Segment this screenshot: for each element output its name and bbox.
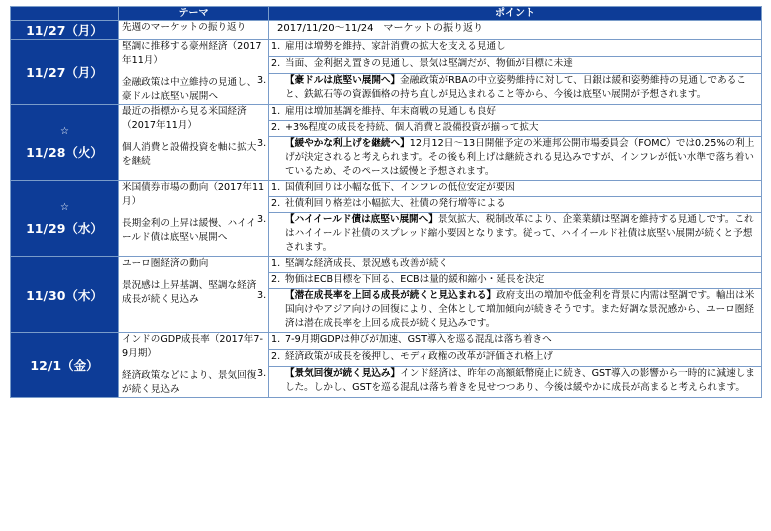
point-item: 2. +3%程度の成長を持続、個人消費と設備投資が揃って拡大	[269, 121, 762, 137]
point-item: 3. 【緩やかな利上げを継続へ】12月12日～13日開催予定の米連邦公開市場委員会（FOMC）では0.25%の利上げが決定されると考えられます。その後も利上げは継続される見込みですが、インフレが低い水準で落ち着いているため、そのペースは緩慢と予想されます。	[269, 137, 762, 181]
point-item: 2. 経済政策が成長を後押し、モディ政権の改革が評価され格上げ	[269, 349, 762, 366]
star-icon: ☆	[60, 201, 69, 213]
date-label: 11/27（月）	[26, 23, 103, 38]
date-label: 11/27（月）	[26, 65, 103, 80]
point-item: 3. 【潜在成長率を上回る成長が続くと見込まれる】政府支出の増加や低金利を背景に内需は堅調です。輸出は米国向けやアジア向けの回復により、全体として増加傾向が続きそうです。また好調な景況感から、ユーロ圏経済は潜在成長率を上回る成長が続く見込みです。	[269, 289, 762, 333]
theme-title: 最近の指標から見る米国経済（2017年11月）	[122, 106, 247, 131]
theme-title: インドのGDP成長率（2017年7-9月期）	[122, 334, 263, 359]
date-cell	[11, 333, 119, 398]
theme-title: 堅調に推移する豪州経済（2017年11月）	[122, 41, 262, 66]
header-date	[11, 7, 119, 21]
table-row	[11, 181, 762, 197]
theme-outlook: 長期金利の上昇は緩慢、ハイイールド債は底堅い展開へ	[122, 218, 256, 243]
theme-cell	[119, 333, 269, 398]
point-item: 1. 雇用は増勢を維持、家計消費の拡大を支える見通し	[269, 40, 762, 57]
table-row	[11, 40, 762, 57]
theme-outlook: 金融政策は中立維持の見通し、豪ドルは底堅い展開へ	[122, 77, 257, 102]
date-label: 11/30（木）	[26, 287, 103, 303]
point-item: 1. 7-9月期GDPは伸びが加速、GST導入を巡る混乱は落ち着きへ	[269, 333, 762, 350]
date-label: 11/28（火）	[26, 144, 103, 160]
date-label: 12/1（金）	[30, 358, 99, 373]
point-item: 1. 雇用は増加基調を維持、年末商戦の見通しも良好	[269, 105, 762, 121]
header-theme: テーマ	[119, 7, 269, 21]
date-cell	[11, 181, 119, 257]
table-row	[11, 333, 762, 350]
theme-title: 米国債券市場の動向（2017年11月）	[122, 182, 265, 207]
point-item: 3. 【豪ドルは底堅い展開へ】金融政策がRBAの中立姿勢維持に対して、日銀は緩和姿勢維持の見通しであること、鉄鉱石等の資源価格の持ち直しが見込まれること等から、今後は底堅い展開が予想されます。	[269, 73, 762, 104]
date-cell	[11, 21, 119, 40]
theme-outlook: 個人消費と設備投資を軸に拡大を継続	[122, 142, 257, 167]
theme-cell	[119, 181, 269, 257]
date-cell	[11, 40, 119, 105]
date-label: 11/29（水）	[26, 220, 103, 236]
schedule-table	[10, 6, 762, 398]
theme-cell	[119, 40, 269, 105]
theme-cell	[119, 105, 269, 181]
point-text: 2017/11/20～11/24 マーケットの振り返り	[277, 23, 483, 34]
theme-cell	[119, 257, 269, 333]
table-header-row	[11, 7, 762, 21]
date-cell	[11, 105, 119, 181]
point-item: 1. 堅調な経済成長、景況感も改善が続く	[269, 257, 762, 273]
date-cell	[11, 257, 119, 333]
point-item: 3. 【景気回復が続く見込み】インド経済は、昨年の高額紙幣廃止に続き、GST導入の影響から一時的に減速しました。しかし、GSTを巡る混乱は落ち着きを見せつつあり、今後は緩やかに成長が高まると考えられます。	[269, 366, 762, 397]
table-row	[11, 105, 762, 121]
theme-outlook: 景況感は上昇基調、堅調な経済成長が続く見込み	[122, 280, 257, 305]
header-point: ポイント	[269, 7, 762, 21]
point-item: 3. 【ハイイールド債は底堅い展開へ】景気拡大、税制改革により、企業業績は堅調を維持する見通しです。これはハイイールド社債のスプレッド縮小要因となります。従って、ハイイールド社債は底堅い展開が続くと予想されます。	[269, 213, 762, 257]
table-row	[11, 257, 762, 273]
theme-title: 先週のマーケットの振り返り	[122, 22, 247, 33]
point-item: 2. 物価はECB目標を下回る、ECBは量的緩和縮小・延長を決定	[269, 273, 762, 289]
point-item: 1. 国債利回りは小幅な低下、インフレの低位安定が要因	[269, 181, 762, 197]
table-row	[11, 21, 762, 40]
point-item: 2. 社債利回り格差は小幅拡大、社債の発行増等による	[269, 197, 762, 213]
star-icon: ☆	[60, 125, 69, 137]
point-cell	[269, 21, 762, 40]
theme-outlook: 経済政策などにより、景気回復が続く見込み	[122, 370, 257, 395]
theme-title: ユーロ圏経済の動向	[122, 258, 209, 269]
theme-cell	[119, 21, 269, 40]
point-item: 2. 当面、金利据え置きの見通し、景気は堅調だが、物価が目標に未達	[269, 56, 762, 73]
